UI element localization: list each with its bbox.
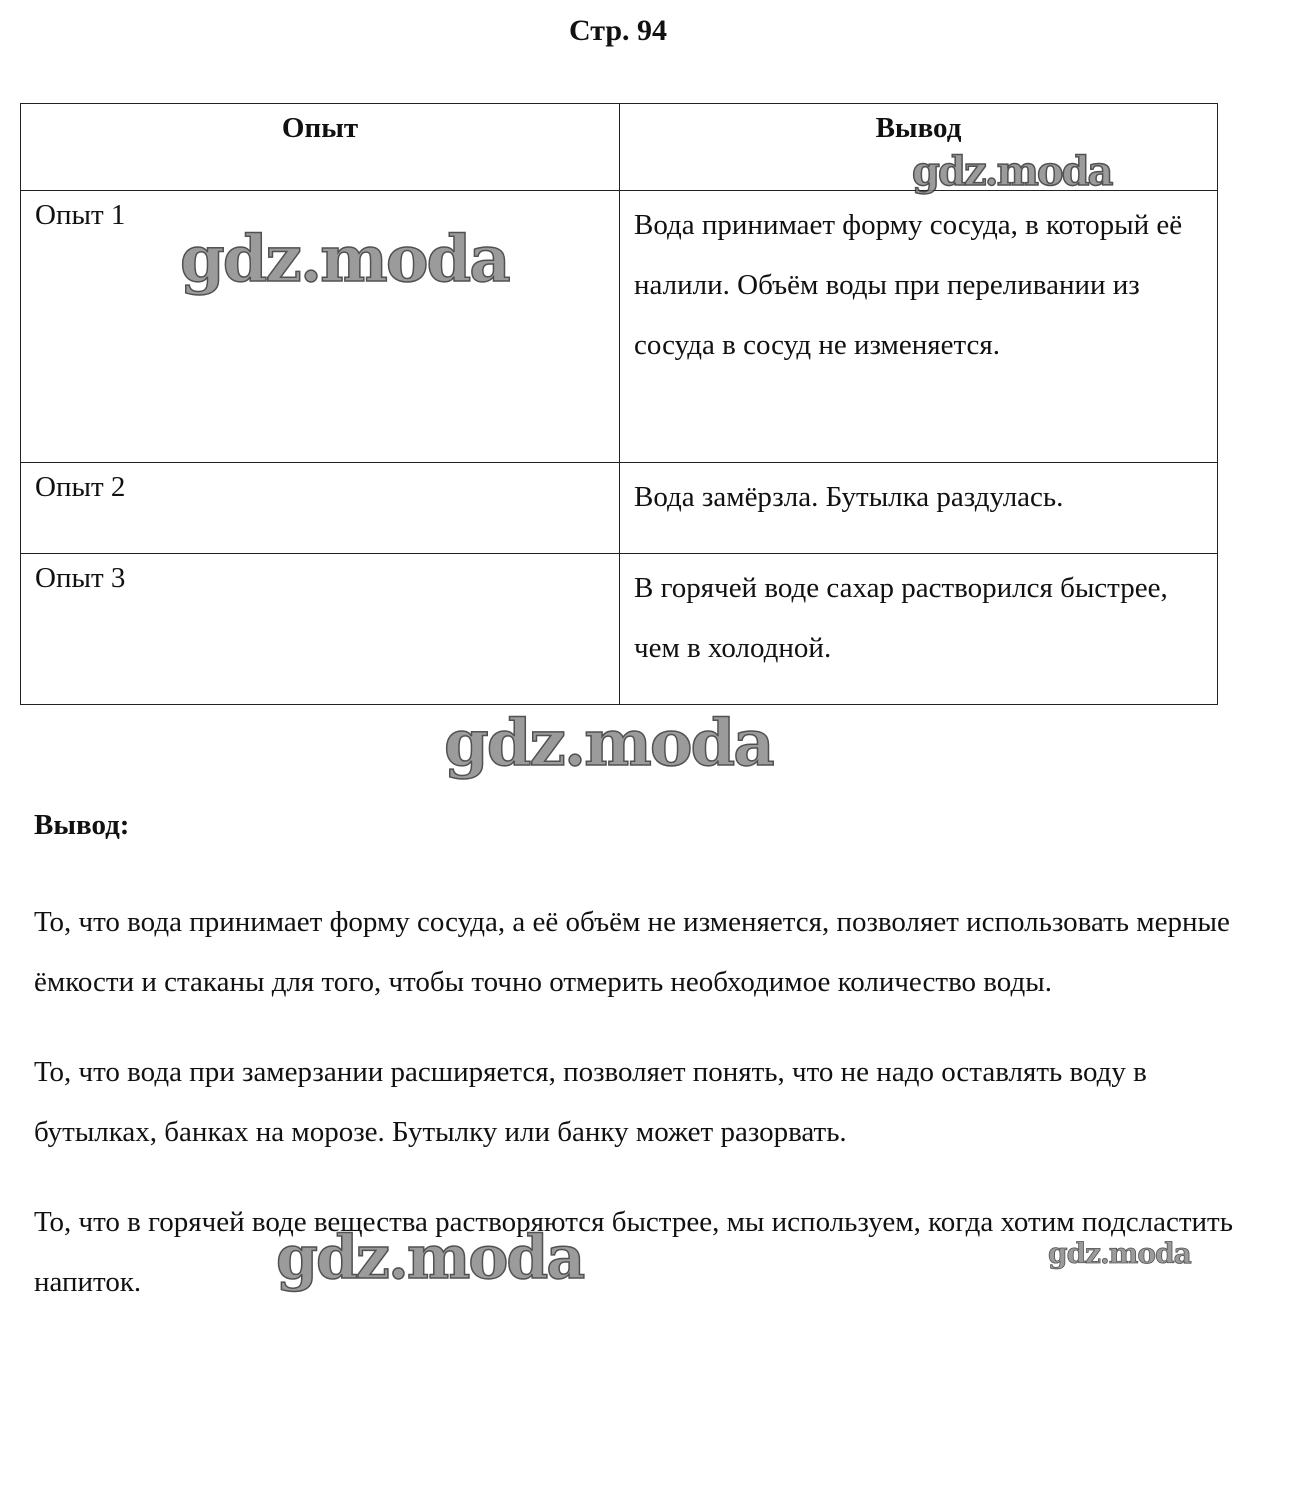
conclusion-cell: Вода принимает форму сосуда, в который её налили. Объём воды при переливании из сосуда в сосуд не изменяется. xyxy=(620,191,1218,463)
conclusion-paragraph: То, что вода принимает форму сосуда, а её объём не изменяется, позволяет использовать мерные ёмкости и стаканы для того, чтобы точно отмерить необходимое количество воды. xyxy=(34,906,1230,998)
table-row xyxy=(21,554,1218,705)
watermark: gdz.moda xyxy=(912,148,1112,195)
experiment-cell: Опыт 3 xyxy=(21,554,620,705)
header-conclusion: Вывод xyxy=(620,104,1218,191)
conclusion-paragraph: То, что в горячей воде вещества растворяются быстрее, мы используем, когда хотим подсластить напиток. xyxy=(34,1206,1233,1298)
page-title: Стр. 94 xyxy=(568,14,668,47)
header-experiment: Опыт xyxy=(21,104,620,191)
watermark: gdz.moda xyxy=(180,222,509,297)
conclusion-heading: Вывод: xyxy=(34,809,130,841)
watermark: gdz.moda xyxy=(444,706,773,781)
experiment-cell: Опыт 2 xyxy=(21,463,620,554)
table-row xyxy=(21,463,1218,554)
conclusion-cell: Вода замёрзла. Бутылка раздулась. xyxy=(620,463,1218,554)
conclusion-paragraph: То, что вода при замерзании расширяется, позволяет понять, что не надо оставлять воду в бутылках, банках на морозе. Бутылку или банку может разорвать. xyxy=(34,1056,1147,1148)
watermark: gdz.moda xyxy=(276,1223,584,1293)
watermark: gdz.moda xyxy=(1048,1237,1191,1270)
conclusion-cell: В горячей воде сахар растворился быстрее, чем в холодной. xyxy=(620,554,1218,705)
experiment-cell: Опыт 1 xyxy=(21,191,620,463)
